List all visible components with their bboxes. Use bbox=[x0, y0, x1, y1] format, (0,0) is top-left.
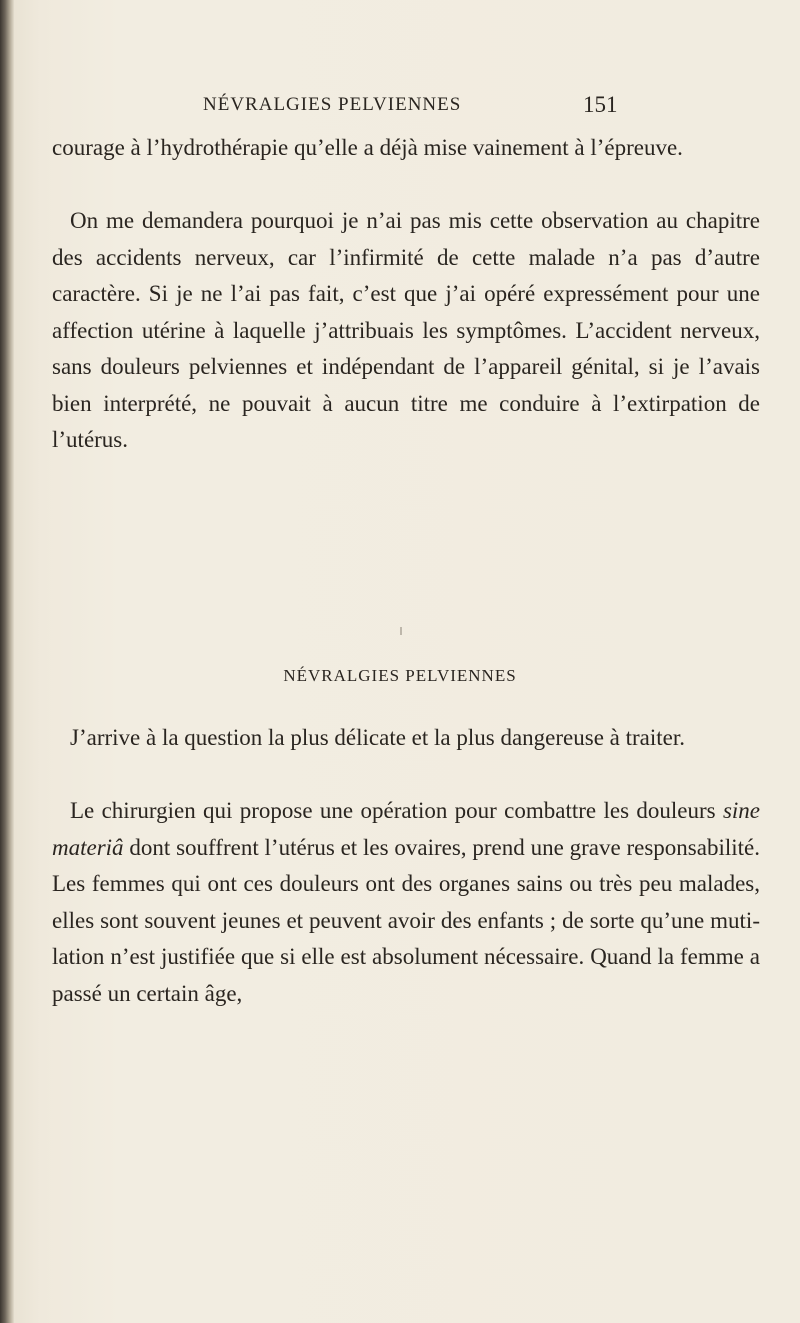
paragraph-surgeon-text-2: dont souffrent l’utérus et les ovaires, prend une grave responsabilité. Les femmes qui ont ces douleurs ont des organes sains ou très peu malades, elles sont souvent jeunes et peuvent avoir des enfants ; de sorte qu’une mutilation n’est justifiée que si elle est absolument nécessaire. Quand la femme a passé un certain âge, bbox=[52, 834, 760, 1006]
section-heading: NÉVRALGIES PELVIENNES bbox=[283, 666, 517, 685]
paragraph-surgeon bbox=[52, 793, 760, 1012]
paragraph-observation: On me demandera pourquoi je n’ai pas mis cette observation au chapitre des accidents nerveux, car l’infirmité de cette malade n’a pas d’autre caractère. Si je ne l’ai pas fait, c’est que j’ai opéré expressément pour une affection utérine à laquelle j’attribuais les symptômes. L’accident nerveux, sans douleurs pelviennes et indépendant de l’appareil génital, si je l’avais bien interprété, ne pouvait à aucun titre me conduire à l’extirpation de l’utérus. bbox=[52, 208, 760, 452]
paragraph-surgeon-text-1: Le chirurgien qui propose une opération pour combattre les douleurs bbox=[70, 798, 723, 823]
paragraph-continuation: courage à l’hydrothérapie qu’elle a déjà mise vainement à l’épreuve. bbox=[52, 135, 683, 160]
latin-phrase: sine materiâ bbox=[52, 798, 760, 860]
print-speck bbox=[400, 627, 402, 635]
page-binding-edge bbox=[0, 0, 14, 1323]
running-title: NÉVRALGIES PELVIENNES bbox=[203, 94, 462, 115]
page-number: 151 bbox=[583, 92, 618, 117]
page-header bbox=[0, 90, 800, 120]
paragraph-question: J’arrive à la question la plus délicate et la plus dangereuse à traiter. bbox=[70, 725, 686, 750]
